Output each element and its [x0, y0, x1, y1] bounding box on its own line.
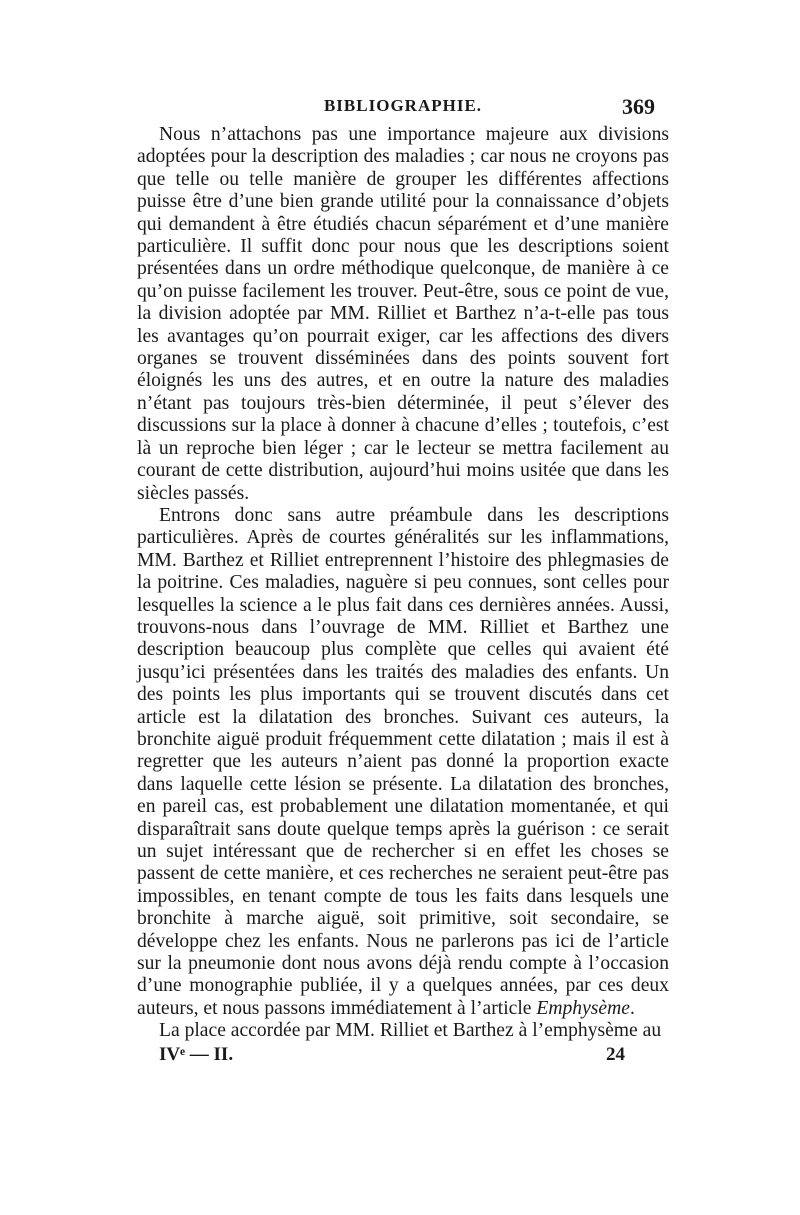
running-title: BIBLIOGRAPHIE. — [323, 96, 483, 115]
sheet-number: 24 — [606, 1043, 625, 1065]
page-number: 369 — [622, 94, 655, 119]
paragraph-1: Nous n’attachons pas une importance majeure aux divisions adoptées pour la description des maladies ; car nous ne croyons pas que telle ou telle manière de grouper les différentes affections puisse être d’une bien grande utilité pour la connaissance d’objets qui demandent à être étudiés chacun séparément et d’une manière particulière. Il suffit donc pour nous que les descriptions soient présentées dans un ordre méthodique quelconque, de manière à ce qu’on puisse facilement les trouver. Peut-être, sous ce point de vue, la division adoptée par MM. Rilliet et Barthez n’a-t-elle pas tous les avantages qu’on pourrait exiger, car les affections des divers organes se trouvent disséminées dans des points souvent fort éloignés les uns des autres, et en outre la nature des maladies n’étant pas toujours très-bien déterminée, il peut s’élever des discussions sur la place à donner à chacune d’elles ; toutefois, c’est là un reproche bien léger ; car le lecteur se mettra facilement au courant de cette distribution, aujourd’hui moins usitée que dans les siècles passés. — [137, 124, 669, 504]
body-text — [137, 124, 669, 1043]
signature-mark: IVᵉ — II. — [159, 1043, 234, 1065]
emphasis-emphyseme: Emphysème — [536, 997, 630, 1019]
page-footer — [137, 1044, 669, 1070]
page — [137, 96, 669, 1070]
paragraph-2-text: Entrons donc sans autre préambule dans les descriptions particulières. Après de courtes généralités sur les inflammations, MM. Barthez et Rilliet entreprennent l’histoire des phlegmasies de la poitrine. Ces maladies, naguère si peu connues, sont celles pour lesquelles la science a le plus fait dans ces dernières années. Aussi, trouvons-nous dans l’ouvrage de MM. Rilliet et Barthez une description beaucoup plus complète que celles qui avaient été jusqu’ici présentées dans les traités des maladies des enfants. Un des points les plus importants qui se trouvent discutés dans cet article est la dilatation des bronches. Suivant ces auteurs, la bronchite aiguë produit fréquemment cette dilatation ; mais il est à regretter que les auteurs n’aient pas donné la proportion exacte dans laquelle cette lésion se présente. La dilatation des bronches, en pareil cas, est probablement une dilatation momentanée, et qui disparaîtrait sans doute quelque temps après la guérison : ce serait un sujet intéressant que de rechercher si en effet les choses se passent de cette manière, et ces recherches ne seraient peut-être pas impossibles, en tenant compte de tous les faits dans lesquels une bronchite à marche aiguë, soit primitive, soit secondaire, se développe chez les enfants. Nous ne parlerons pas ici de l’article sur la pneumonie dont nous avons déjà rendu compte à l’occasion d’une monographie publiée, il y a quelques années, par ces deux auteurs, et nous passons immédiatement à l’article — [137, 504, 669, 1019]
paragraph-2-end: . — [629, 997, 635, 1019]
paragraph-2 — [137, 505, 669, 1020]
running-header — [137, 96, 669, 124]
paragraph-3: La place accordée par MM. Rilliet et Barthez à l’emphysème au — [159, 1020, 662, 1042]
